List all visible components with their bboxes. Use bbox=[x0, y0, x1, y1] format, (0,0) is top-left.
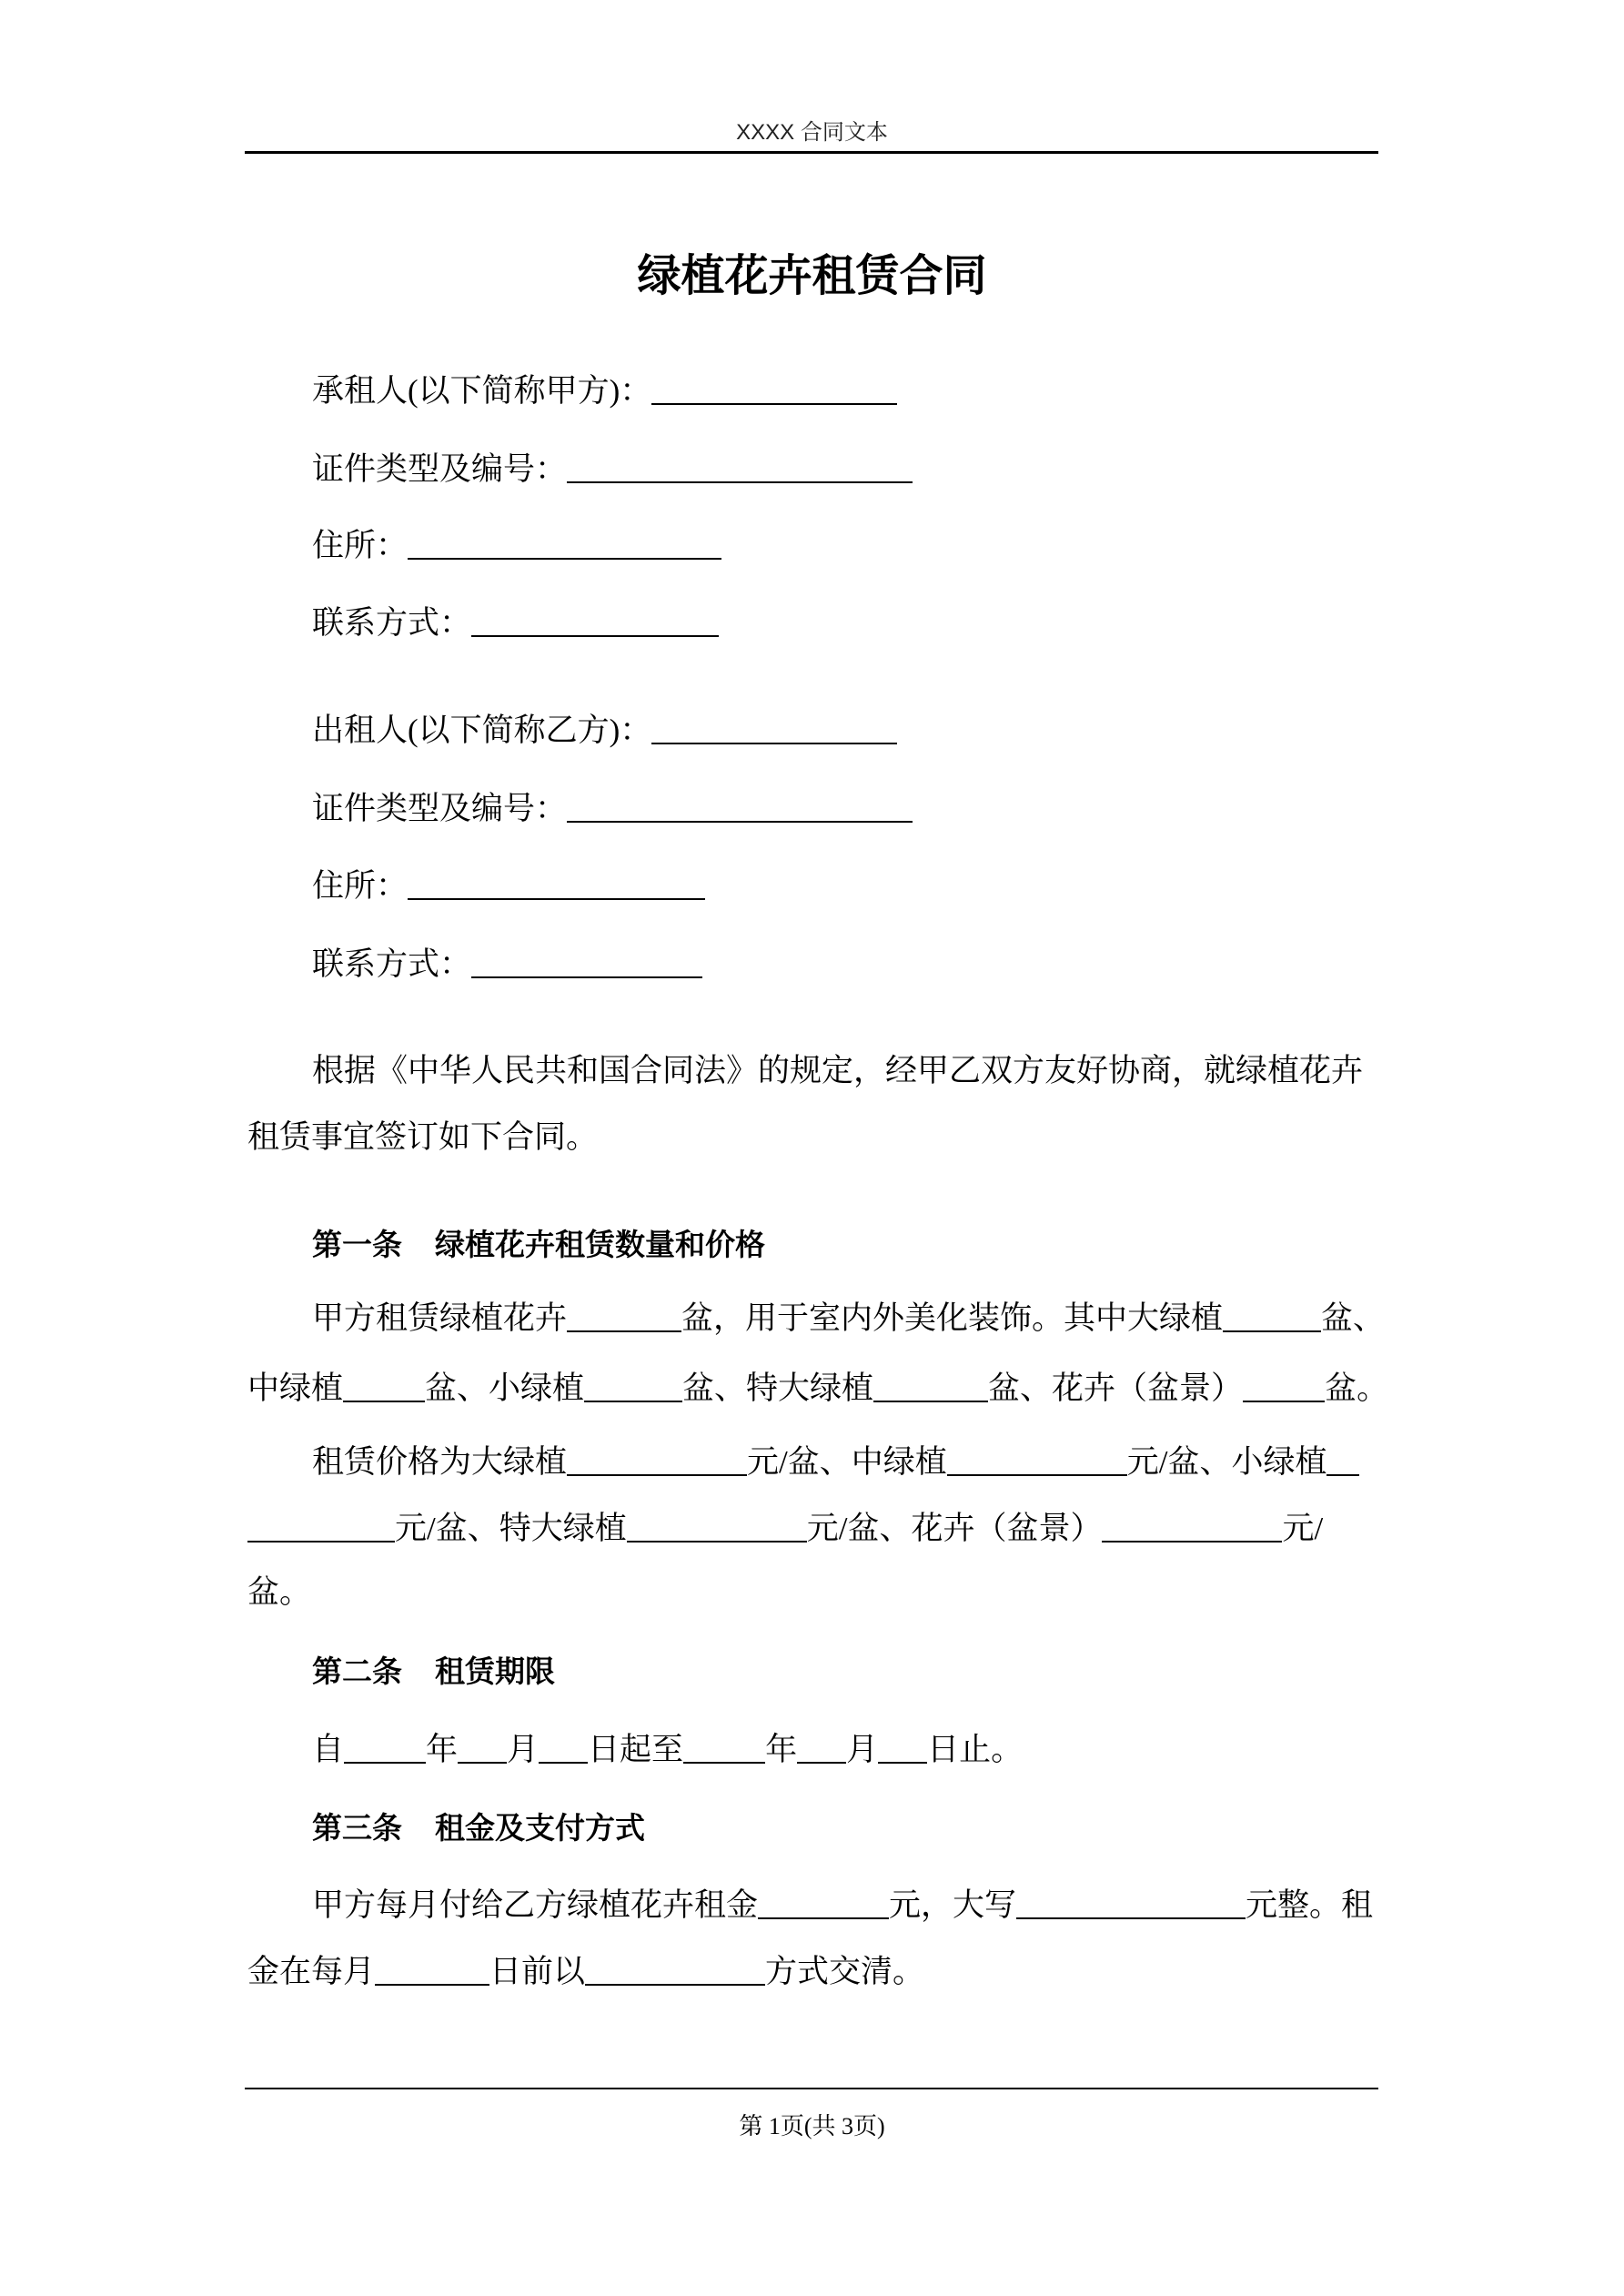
text: 元/盆、特大绿植 bbox=[395, 1511, 627, 1546]
party-a-id-label: 证件类型及编号： bbox=[312, 451, 568, 487]
medium-price-blank[interactable] bbox=[947, 1447, 1127, 1476]
rent-in-words-blank[interactable] bbox=[1016, 1890, 1246, 1919]
party-a-address-blank[interactable] bbox=[408, 531, 721, 560]
party-b-id-label: 证件类型及编号： bbox=[312, 791, 568, 826]
text: 年 bbox=[765, 1732, 798, 1767]
bonsai-blank[interactable] bbox=[1243, 1373, 1325, 1402]
text: 元/盆、中绿植 bbox=[747, 1444, 947, 1480]
party-b-contact-row bbox=[312, 945, 702, 985]
party-b-contact-label: 联系方式： bbox=[312, 946, 472, 982]
text: 月 bbox=[507, 1732, 540, 1767]
text: 月 bbox=[846, 1732, 879, 1767]
text: 盆、小绿植 bbox=[425, 1371, 585, 1406]
total-pots-blank[interactable] bbox=[567, 1303, 681, 1332]
article-3-number: 第三条 bbox=[312, 1810, 402, 1846]
party-b-name-label: 出租人(以下简称乙方)： bbox=[312, 713, 652, 748]
party-b-name-blank[interactable] bbox=[651, 715, 897, 744]
text: 盆、特大绿植 bbox=[682, 1371, 874, 1406]
party-b-id-blank[interactable] bbox=[567, 794, 913, 823]
text: 日起至 bbox=[588, 1732, 684, 1767]
text: 年 bbox=[426, 1732, 459, 1767]
party-b-address-label: 住所： bbox=[312, 868, 409, 904]
text: 日前以 bbox=[489, 1954, 586, 1989]
start-year-blank[interactable] bbox=[344, 1735, 426, 1764]
party-a-address-row bbox=[312, 526, 721, 566]
running-header: XXXX 合同文本 bbox=[736, 120, 888, 145]
large-plants-blank[interactable] bbox=[1223, 1303, 1321, 1332]
party-a-name-label: 承租人(以下简称甲方)： bbox=[312, 373, 652, 409]
text: 元整。租 bbox=[1246, 1887, 1374, 1923]
document-title: 绿植花卉租赁合同 bbox=[637, 250, 987, 301]
text: 盆，用于室内外美化装饰。其中大绿植 bbox=[681, 1300, 1224, 1336]
party-a-contact-blank[interactable] bbox=[471, 608, 719, 637]
text: 租赁价格为大绿植 bbox=[312, 1444, 568, 1480]
end-month-blank[interactable] bbox=[797, 1735, 846, 1764]
end-year-blank[interactable] bbox=[683, 1735, 765, 1764]
start-month-blank[interactable] bbox=[458, 1735, 507, 1764]
article-3-title: 租金及支付方式 bbox=[435, 1810, 645, 1846]
text: 盆、花卉（盆景） bbox=[988, 1371, 1244, 1406]
rent-line-1 bbox=[312, 1886, 1373, 1926]
text: 元/盆、小绿植 bbox=[1126, 1444, 1327, 1480]
large-price-blank[interactable] bbox=[567, 1447, 747, 1476]
text: 中绿植 bbox=[247, 1371, 344, 1406]
payment-day-blank[interactable] bbox=[375, 1957, 489, 1986]
article-3-heading bbox=[312, 1808, 645, 1848]
text: 甲方租赁绿植花卉 bbox=[312, 1300, 568, 1336]
text: 盆、 bbox=[1321, 1300, 1386, 1336]
article-1-title: 绿植花卉租赁数量和价格 bbox=[435, 1227, 765, 1262]
article-1-price-line-2 bbox=[247, 1509, 1323, 1549]
small-price-blank-start[interactable] bbox=[1326, 1447, 1359, 1476]
rent-line-2 bbox=[247, 1952, 924, 1992]
start-day-blank[interactable] bbox=[539, 1735, 588, 1764]
article-1-quantity-line-2 bbox=[247, 1369, 1388, 1409]
text: 日止。 bbox=[927, 1732, 1024, 1767]
text: 自 bbox=[312, 1732, 345, 1767]
text: 元/ bbox=[1282, 1511, 1324, 1546]
party-a-address-label: 住所： bbox=[312, 528, 409, 563]
party-b-id-row bbox=[312, 789, 913, 829]
preamble-line-2: 租赁事宜签订如下合同。 bbox=[247, 1119, 599, 1155]
text: 元/盆、花卉（盆景） bbox=[806, 1511, 1103, 1546]
party-a-name-row bbox=[312, 371, 897, 411]
payment-method-blank[interactable] bbox=[585, 1957, 765, 1986]
monthly-rent-blank[interactable] bbox=[758, 1890, 889, 1919]
article-1-number: 第一条 bbox=[312, 1227, 402, 1262]
party-a-id-blank[interactable] bbox=[567, 454, 913, 483]
header-rule bbox=[245, 151, 1378, 154]
text: 方式交清。 bbox=[765, 1954, 925, 1989]
lease-term-line bbox=[312, 1730, 1023, 1770]
small-plants-blank[interactable] bbox=[584, 1373, 682, 1402]
party-b-address-blank[interactable] bbox=[408, 871, 705, 900]
footer-rule bbox=[245, 2088, 1378, 2089]
page-number: 第 1页(共 3页) bbox=[739, 2113, 885, 2139]
extra-large-price-blank[interactable] bbox=[627, 1513, 807, 1542]
text: 元，大写 bbox=[889, 1887, 1017, 1923]
article-2-number: 第二条 bbox=[312, 1654, 402, 1689]
medium-plants-blank[interactable] bbox=[343, 1373, 425, 1402]
article-2-title: 租赁期限 bbox=[435, 1654, 555, 1689]
article-1-heading bbox=[312, 1225, 765, 1265]
bonsai-price-blank[interactable] bbox=[1102, 1513, 1282, 1542]
extra-large-plants-blank[interactable] bbox=[873, 1373, 988, 1402]
party-b-contact-blank[interactable] bbox=[471, 949, 702, 978]
text: 甲方每月付给乙方绿植花卉租金 bbox=[312, 1887, 759, 1923]
preamble-line-1: 根据《中华人民共和国合同法》的规定，经甲乙双方友好协商，就绿植花卉 bbox=[312, 1053, 1364, 1088]
article-1-quantity-line-1 bbox=[312, 1299, 1385, 1339]
article-2-heading bbox=[312, 1652, 555, 1692]
party-b-address-row bbox=[312, 866, 705, 906]
party-a-contact-row bbox=[312, 603, 719, 643]
small-price-blank[interactable] bbox=[247, 1513, 395, 1542]
party-a-id-row bbox=[312, 450, 913, 490]
party-b-name-row bbox=[312, 711, 897, 751]
text: 盆。 bbox=[1325, 1371, 1389, 1406]
text: 金在每月 bbox=[247, 1954, 376, 1989]
article-1-price-line-3: 盆。 bbox=[247, 1574, 312, 1610]
article-1-price-line-1 bbox=[312, 1442, 1359, 1482]
party-a-name-blank[interactable] bbox=[651, 376, 897, 405]
end-day-blank[interactable] bbox=[878, 1735, 927, 1764]
party-a-contact-label: 联系方式： bbox=[312, 605, 472, 641]
